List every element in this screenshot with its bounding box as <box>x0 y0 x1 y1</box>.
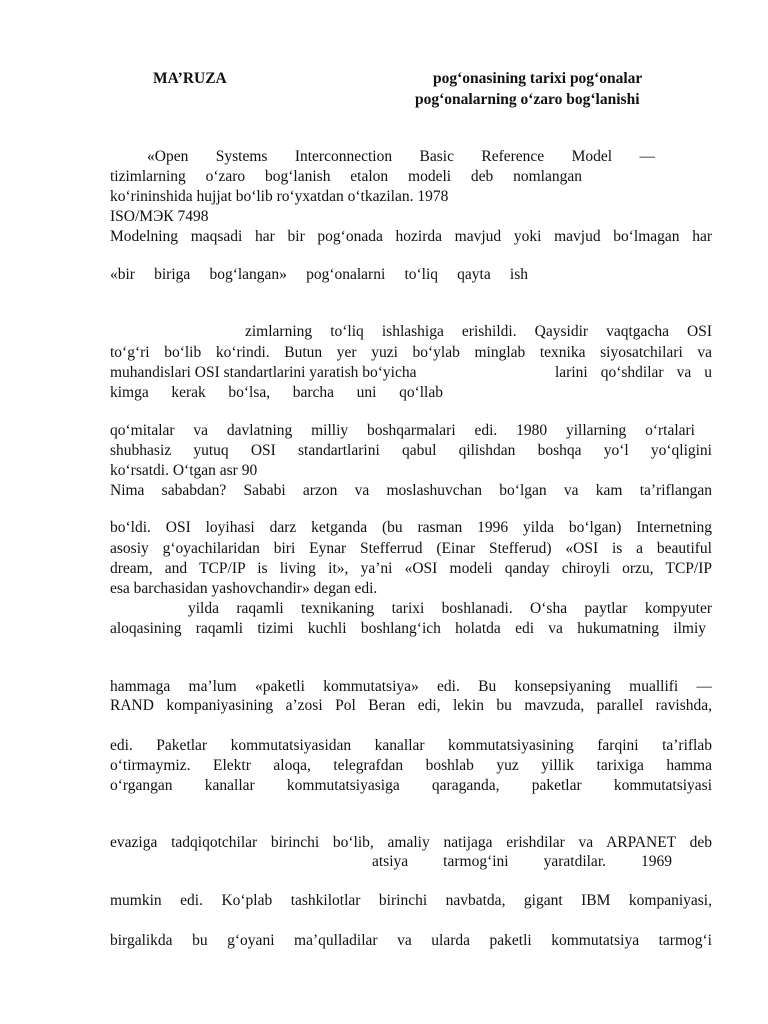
body-line-15: bo‘ldi. OSI loyihasi darz ketganda (bu rasman 1996 yilda bo‘lgan) Internetning <box>110 519 712 536</box>
body-line-23: edi. Paketlar kommutatsiyasidan kanallar kommutatsiyasining farqini ta’riflab <box>110 737 712 754</box>
body-line-29: birgalikda bu g‘oyani ma’qulladilar va ularda paketli kommutatsiya tarmog‘i <box>110 932 712 949</box>
body-line-27: atsiya tarmog‘ini yaratdilar. 1969 <box>372 853 672 870</box>
body-line-10: kimga kerak bo‘lsa, barcha uni qo‘llab <box>110 384 443 401</box>
body-line-26: evaziga tadqiqotchilar birinchi bo‘lib, amaliy natijaga erishdilar va ARPANET deb <box>110 834 712 851</box>
body-line-21: hammaga ma’lum «paketli kommutatsiya» edi. Bu konsepsiyaning muallifi — <box>110 678 712 695</box>
body-line-16: asosiy g‘oyachilaridan biri Eynar Stefferrud (Einar Stefferud) «OSI is a beautiful <box>110 540 712 557</box>
body-line-18: esa barchasidan yashovchandir» degan edi. <box>110 580 378 597</box>
body-line-12: shubhasiz yutuq OSI standartlarini qabul qilishdan boshqa yo‘l yo‘qligini <box>110 442 712 459</box>
body-line-6: «bir biriga bog‘langan» pog‘onalarni to‘liq qayta ish <box>110 266 528 283</box>
body-line-11: qo‘mitalar va davlatning milliy boshqarmalari edi. 1980 yillarning o‘rtalari <box>110 422 695 439</box>
body-line-9a: muhandislari OSI standartlarini yaratish bo‘yicha <box>110 364 417 381</box>
body-line-13: ko‘rsatdi. O‘tgan asr 90 <box>110 462 258 479</box>
body-line-19: yilda raqamli texnikaning tarixi boshlanadi. O‘sha paytlar kompyuter <box>188 600 712 617</box>
body-line-5: Modelning maqsadi har bir pog‘onada hozirda mavjud yoki mavjud bo‘lmagan har <box>110 228 712 245</box>
body-line-25: o‘rgangan kanallar kommutatsiyasiga qaraganda, paketlar kommutatsiyasi <box>110 777 712 794</box>
body-line-2: tizimlarning o‘zaro bog‘lanish etalon modeli deb nomlangan <box>110 168 582 185</box>
body-line-9b: larini qo‘shdilar va u <box>555 364 712 381</box>
topic-line-1: pog‘onasining tarixi pog‘onalar <box>433 70 643 87</box>
lecture-title: MA’RUZA <box>153 70 227 87</box>
body-line-8: to‘g‘ri bo‘lib ko‘rindi. Butun yer yuzi bo‘ylab minglab texnika siyosatchilari va <box>110 344 712 361</box>
body-line-4: ISO/МЭК 7498 <box>110 208 209 225</box>
body-line-3: ko‘rininshida hujjat bo‘lib ro‘yxatdan o‘tkazilan. 1978 <box>110 188 449 205</box>
topic-line-2: pog‘onalarning o‘zaro bog‘lanishi <box>415 91 640 108</box>
body-line-7: zimlarning to‘liq ishlashiga erishildi. Qaysidir vaqtgacha OSI <box>245 323 712 340</box>
body-line-14: Nima sababdan? Sababi arzon va moslashuvchan bo‘lgan va kam ta’riflangan <box>110 482 712 499</box>
body-line-1: «Open Systems Interconnection Basic Reference Model — <box>147 148 655 165</box>
body-line-17: dream, and TCP/IP is living it», ya’ni «OSI modeli qanday chiroyli orzu, TCP/IP <box>110 560 712 577</box>
body-line-28: mumkin edi. Ko‘plab tashkilotlar birinchi navbatda, gigant IBM kompaniyasi, <box>110 892 712 909</box>
body-line-22: RAND kompaniyasining a’zosi Pol Beran edi, lekin bu mavzuda, parallel ravishda, <box>110 697 712 714</box>
body-line-24: o‘tirmaymiz. Elektr aloqa, telegrafdan boshlab yuz yillik tarixiga hamma <box>110 757 712 774</box>
body-line-20: aloqasining raqamli tizimi kuchli boshlang‘ich holatda edi va hukumatning ilmiy <box>110 620 706 637</box>
